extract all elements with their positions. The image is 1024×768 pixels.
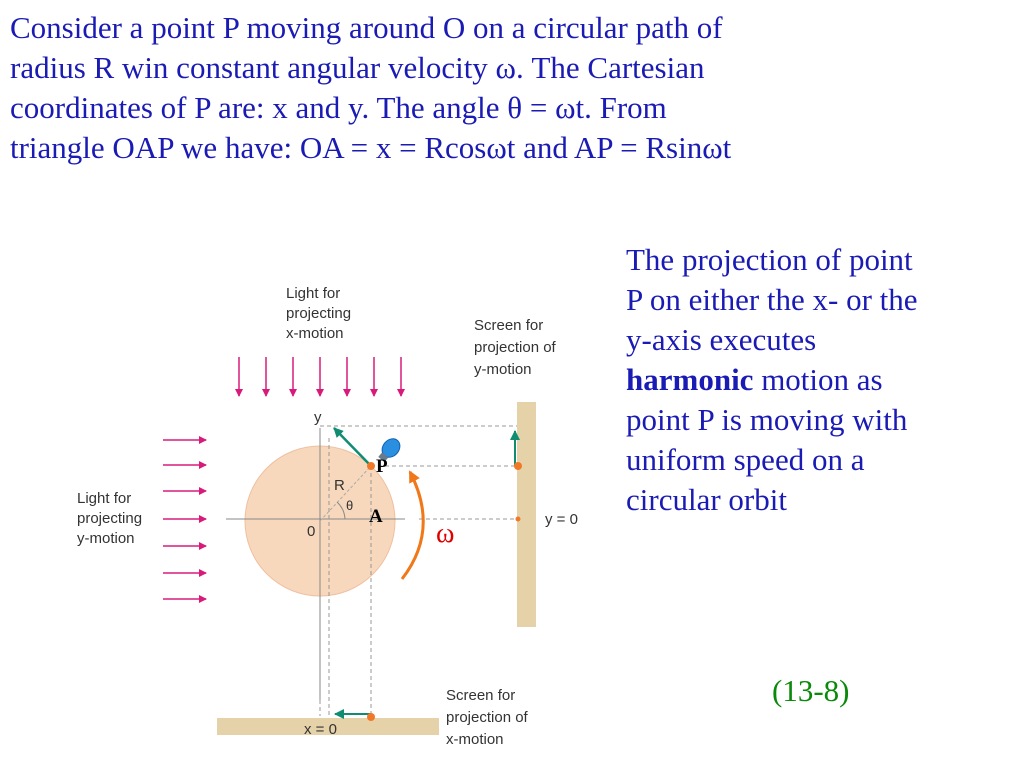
screen-x-label: projection of bbox=[446, 709, 528, 726]
description-line-rest: motion as bbox=[753, 362, 883, 397]
point-p-label: P bbox=[376, 456, 388, 477]
y-projection-point bbox=[514, 462, 522, 470]
screen-x-label: x-motion bbox=[446, 731, 504, 748]
omega-label: ω bbox=[436, 518, 455, 549]
x-projection-point bbox=[367, 713, 375, 721]
screen-y-label: y-motion bbox=[474, 361, 532, 378]
description-line: point P is moving with bbox=[626, 402, 908, 437]
light-y-label: y-motion bbox=[77, 530, 135, 547]
description-line: The projection of point bbox=[626, 242, 913, 277]
intro-line: triangle OAP we have: OA = x = Rcosωt and AP = Rsinωt bbox=[10, 130, 732, 165]
light-x-label: projecting bbox=[286, 305, 352, 322]
description-line: y-axis executes bbox=[626, 322, 817, 357]
light-arrows-x-motion bbox=[239, 357, 401, 396]
radius-label: R bbox=[334, 477, 345, 494]
description-line: circular orbit bbox=[626, 482, 787, 517]
light-arrows-y-motion bbox=[163, 440, 206, 599]
theta-label: θ bbox=[346, 498, 354, 513]
y-axis-label: y bbox=[314, 409, 322, 426]
description-line: uniform speed on a bbox=[626, 442, 865, 477]
intro-line: radius R win constant angular velocity ω. The Cartesian bbox=[10, 50, 705, 85]
intro-line: coordinates of P are: x and y. The angle θ = ωt. From bbox=[10, 90, 667, 125]
point-a-label: A bbox=[369, 506, 383, 527]
light-x-label: x-motion bbox=[286, 325, 344, 342]
screen-x-label: Screen for bbox=[446, 687, 516, 704]
light-y-label: Light for bbox=[77, 490, 132, 507]
intro-line: Consider a point P moving around O on a circular path of bbox=[10, 10, 723, 45]
y-zero-mark bbox=[516, 517, 521, 522]
screen-y-label: Screen for bbox=[474, 317, 544, 334]
harmonic-bold: harmonic bbox=[626, 362, 754, 397]
origin-label: 0 bbox=[307, 523, 316, 540]
y-projection-screen bbox=[517, 402, 536, 627]
x-zero-label: x = 0 bbox=[304, 721, 337, 738]
description-line: P on either the x- or the bbox=[626, 282, 918, 317]
light-x-label: Light for bbox=[286, 285, 341, 302]
omega-rotation-arrow bbox=[402, 472, 423, 579]
screen-y-label: projection of bbox=[474, 339, 556, 356]
point-p bbox=[367, 462, 375, 470]
equation-number: (13-8) bbox=[772, 673, 850, 708]
y-zero-label: y = 0 bbox=[545, 511, 578, 528]
light-y-label: projecting bbox=[77, 510, 143, 527]
